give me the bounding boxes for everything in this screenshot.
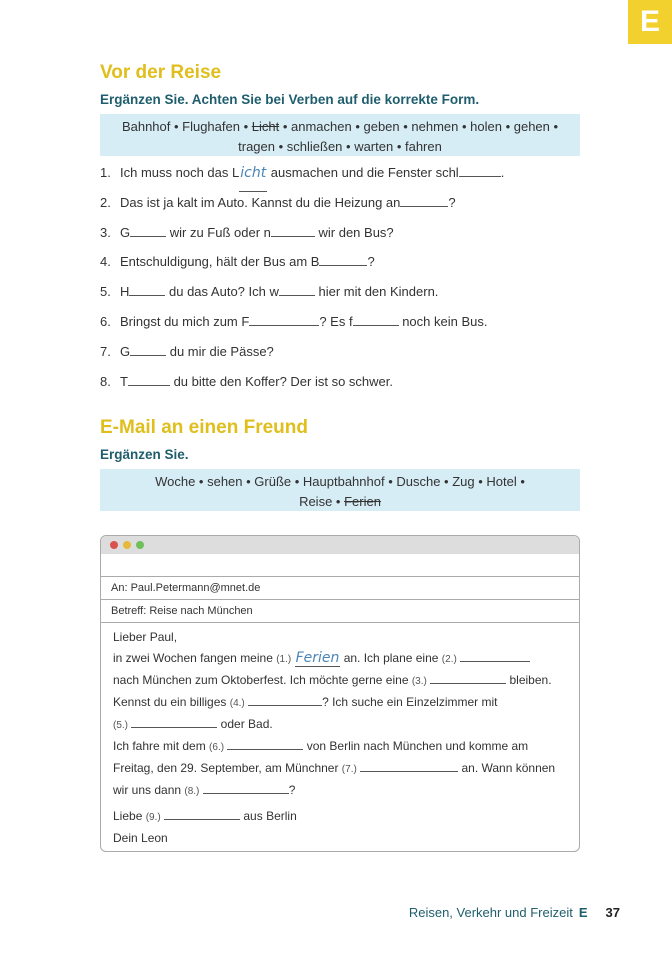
- item-text: noch kein Bus.: [398, 313, 488, 329]
- section1-instruction: Ergänzen Sie. Achten Sie bei Verben auf die korrekte Form.: [100, 92, 480, 107]
- exercise-item: [100, 311, 504, 341]
- handwritten-answer: Ferien: [295, 650, 340, 666]
- exercise-item: [100, 162, 504, 192]
- email-text: oder Bad.: [217, 717, 273, 731]
- email-text: Ich fahre mit dem: [113, 739, 210, 753]
- exercise-item: [100, 281, 504, 311]
- item-number: 6.: [100, 313, 111, 329]
- item-text: hier mit den Kindern.: [314, 284, 439, 300]
- answer-blank[interactable]: [400, 192, 448, 207]
- email-toolbar-row: [101, 554, 579, 577]
- item-text: Das ist ja kalt im Auto. Kannst du die Heizung an: [120, 194, 401, 210]
- item-number: 7.: [100, 343, 111, 359]
- exercise-item: [100, 371, 504, 401]
- item-text: G: [120, 224, 131, 240]
- item-number: 8.: [100, 373, 111, 389]
- exercise-item: [100, 192, 504, 222]
- gap-number: (7.): [341, 764, 357, 775]
- item-text: du bitte den Koffer? Der ist so schwer.: [169, 373, 393, 389]
- answer-blank[interactable]: [319, 251, 367, 266]
- item-text: wir den Bus?: [314, 224, 394, 240]
- item-text: Entschuldigung, hält der Bus am B: [120, 254, 320, 270]
- word-box-1-line1-end: • anmachen • geben • nehmen • holen • gehen •: [279, 119, 559, 134]
- answer-blank[interactable]: [360, 759, 458, 772]
- handwritten-answer: icht: [239, 162, 267, 192]
- struck-word-licht: Licht: [251, 119, 280, 134]
- email-subject-row[interactable]: [101, 600, 579, 623]
- item-text: T: [120, 373, 128, 389]
- answer-blank[interactable]: [430, 671, 506, 684]
- answer-blank[interactable]: [164, 807, 240, 820]
- answer-blank[interactable]: [203, 781, 289, 794]
- item-text: Ich muss noch das L: [120, 165, 240, 180]
- to-value[interactable]: Paul.Petermann@mnet.de: [130, 582, 261, 594]
- answer-blank[interactable]: [460, 649, 530, 662]
- exercise-list: [100, 162, 504, 400]
- answer-blank[interactable]: [248, 693, 322, 706]
- close-dot-icon[interactable]: [110, 541, 118, 549]
- item-text: ?: [448, 194, 456, 210]
- gap-number: (1.): [276, 654, 292, 665]
- email-text: wir uns dann: [113, 783, 185, 797]
- footer-letter: E: [578, 905, 588, 920]
- item-number: 2.: [100, 194, 111, 210]
- email-text: ?: [288, 783, 296, 797]
- email-text: ? Ich suche ein Einzelzimmer mit: [322, 695, 498, 709]
- gap-number: (9.): [145, 812, 161, 823]
- email-greeting: Lieber Paul,: [113, 630, 178, 644]
- to-label: An:: [111, 582, 128, 594]
- email-text: Kennst du ein billiges: [113, 695, 230, 709]
- chapter-tab: E: [628, 0, 672, 44]
- email-text: aus Berlin: [240, 809, 297, 823]
- answer-blank[interactable]: [353, 311, 399, 326]
- email-text: an. Ich plane eine: [340, 651, 442, 665]
- email-text: an. Wann können: [458, 761, 556, 775]
- email-to-row[interactable]: [101, 577, 579, 600]
- email-body: [101, 623, 579, 849]
- word-box-1: [100, 114, 580, 156]
- answer-blank[interactable]: [279, 281, 315, 296]
- gap-number: (3.): [411, 676, 427, 687]
- exercise-item: [100, 222, 504, 252]
- item-text: ausmachen und die Fenster schl: [267, 165, 459, 180]
- subject-value[interactable]: Reise nach München: [149, 605, 253, 617]
- email-text: Freitag, den 29. September, am Münchner: [113, 761, 342, 775]
- item-number: 3.: [100, 224, 111, 240]
- answer-blank[interactable]: [271, 222, 315, 237]
- gap-number: (4.): [229, 698, 245, 709]
- page-number: 37: [605, 905, 620, 920]
- answer-blank[interactable]: [130, 222, 166, 237]
- maximize-dot-icon[interactable]: [136, 541, 144, 549]
- word-box-1-line1-start: Bahnhof • Flughafen •: [121, 119, 252, 134]
- gap-number: (2.): [441, 654, 457, 665]
- word-box-1-line2: tragen • schließen • warten • fahren: [238, 139, 442, 154]
- answer-blank[interactable]: [129, 281, 165, 296]
- item-number: 5.: [100, 284, 111, 300]
- exercise-item: [100, 341, 504, 371]
- subject-label: Betreff:: [111, 605, 147, 617]
- gap-number: (5.): [113, 720, 128, 731]
- email-titlebar: [101, 536, 579, 554]
- answer-blank[interactable]: [227, 737, 303, 750]
- email-text: nach München zum Oktoberfest. Ich möchte gerne eine: [113, 673, 412, 687]
- email-text: von Berlin nach München und komme am: [303, 739, 529, 753]
- item-text: wir zu Fuß oder n: [166, 224, 271, 240]
- answer-blank[interactable]: [459, 162, 501, 177]
- struck-word-ferien: Ferien: [344, 494, 381, 509]
- answer-blank[interactable]: [249, 311, 319, 326]
- item-text: G: [120, 343, 131, 359]
- section-title-email: E-Mail an einen Freund: [100, 417, 308, 438]
- gap-number: (8.): [184, 786, 200, 797]
- gap-number: (6.): [209, 742, 225, 753]
- item-text: .: [500, 165, 505, 180]
- item-text: H: [120, 284, 130, 300]
- answer-blank[interactable]: [131, 715, 217, 728]
- item-text: ? Es f: [319, 313, 353, 329]
- answer-blank[interactable]: [128, 371, 170, 386]
- item-number: 1.: [100, 165, 111, 180]
- email-window: [100, 535, 580, 852]
- page-footer: [409, 905, 620, 920]
- email-text: in zwei Wochen fangen meine: [113, 651, 277, 665]
- answer-blank[interactable]: [130, 341, 166, 356]
- word-box-2-line2: Reise •: [299, 494, 345, 509]
- section2-instruction: Ergänzen Sie.: [100, 447, 189, 462]
- item-text: Bringst du mich zum F: [120, 313, 250, 329]
- footer-title: Reisen, Verkehr und Freizeit: [408, 905, 573, 920]
- item-text: ?: [367, 254, 375, 270]
- email-closing: Dein Leon: [113, 831, 168, 845]
- item-text: du mir die Pässe?: [166, 343, 274, 359]
- exercise-item: [100, 251, 504, 281]
- word-box-2-line1: Woche • sehen • Grüße • Hauptbahnhof • Dusche • Zug • Hotel •: [155, 474, 525, 489]
- word-box-2: [100, 469, 580, 511]
- item-number: 4.: [100, 254, 111, 270]
- email-text: Liebe: [113, 809, 146, 823]
- item-text: du das Auto? Ich w: [165, 284, 279, 300]
- minimize-dot-icon[interactable]: [123, 541, 131, 549]
- section-title-vor-der-reise: Vor der Reise: [100, 62, 222, 83]
- email-text: bleiben.: [506, 673, 552, 687]
